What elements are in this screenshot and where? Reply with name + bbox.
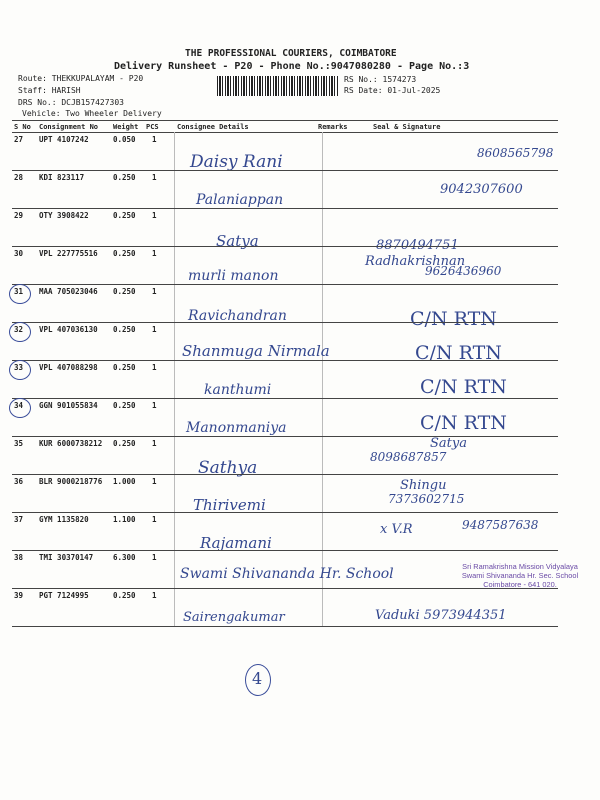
row-sno: 34 [14,401,24,410]
row-divider [12,474,558,475]
company-title: THE PROFESSIONAL COURIERS, COIMBATORE [185,48,397,59]
row-consignee-name: Swami Shivananda Hr. School [180,566,394,582]
row-weight: 0.250 [113,211,136,220]
row-pcs: 1 [152,477,157,486]
row-consignee-name: Daisy Rani [190,152,283,172]
row-consignment-no: MAA 705023046 [39,287,98,296]
row-consignee-name: Shanmuga Nirmala [182,342,330,360]
row-32-circle [9,322,31,342]
row-sno: 30 [14,249,24,258]
drs-number: DRS No.: DCJB157427303 [18,98,124,107]
row-divider [12,246,558,247]
row-pcs: 1 [152,515,157,524]
staff-label: Staff: HARISH [18,86,81,95]
row-divider [12,436,558,437]
row-sno: 35 [14,439,24,448]
row-weight: 0.050 [113,135,136,144]
row-consignee-name: Thirivemi [193,496,266,514]
col-sno: S No [14,123,31,131]
row-signature: Satya [430,436,467,451]
row-pcs: 1 [152,439,157,448]
stamp-line2: Swami Shivananda Hr. Sec. School [461,571,579,580]
row-signature-phone: 9487587638 [462,518,539,532]
runsheet-title: Delivery Runsheet - P20 - Phone No.:9047080280 - Page No.:3 [114,61,470,72]
col-consignee: Consignee Details [177,123,249,131]
row-sno: 37 [14,515,24,524]
row-divider [12,170,558,171]
consignee-divider [174,132,175,627]
row-signature: 8608565798 [477,146,554,160]
barcode-image [217,76,339,96]
page-mark-text: 4 [252,669,263,688]
row-sno: 38 [14,553,24,562]
row-consignee-name: Palaniappan [196,192,284,208]
row-remark: C/N RTN [415,342,502,364]
row-weight: 1.000 [113,477,136,486]
row-sno: 36 [14,477,24,486]
row-weight: 0.250 [113,363,136,372]
row-pcs: 1 [152,363,157,372]
row-signature: Radhakrishnan [365,254,466,269]
row-34-circle [9,398,31,418]
row-consignee-name: Rajamani [200,534,272,552]
row-signature-phone: 8098687857 [370,450,447,464]
row-consignment-no: VPL 407088298 [39,363,98,372]
row-sno: 29 [14,211,24,220]
row-weight: 0.250 [113,287,136,296]
row-weight: 0.250 [113,173,136,182]
route-label: Route: THEKKUPALAYAM - P20 [18,74,144,83]
row-consignee-name: Sairengakumar [183,610,285,625]
row-consignment-no: VPL 407036130 [39,325,98,334]
vehicle-label: Vehicle: Two Wheeler Delivery [22,109,162,118]
header-top-rule [12,120,558,121]
row-divider [12,512,558,513]
rs-number: RS No.: 1574273 [344,75,417,84]
remarks-divider [322,132,323,627]
col-pcs: PCS [146,123,159,131]
row-consignment-no: OTY 3908422 [39,211,89,220]
school-stamp [445,562,595,589]
row-sno: 31 [14,287,24,296]
col-weight: Weight [113,123,139,131]
col-remarks: Remarks [318,123,348,131]
row-weight: 1.100 [113,515,136,524]
row-pcs: 1 [152,401,157,410]
row-weight: 0.250 [113,401,136,410]
row-signature: 8870494751 [376,238,459,253]
row-weight: 0.250 [113,325,136,334]
row-remark: C/N RTN [410,308,497,330]
row-pcs: 1 [152,249,157,258]
row-weight: 0.250 [113,439,136,448]
stamp-line3: Coimbatore - 641 020. [483,580,557,589]
stamp-line1: Sri Ramakrishna Mission Vidyalaya [462,562,578,571]
row-consignment-no: BLR 9000218776 [39,477,103,486]
row-consignment-no: UPT 4107242 [39,135,89,144]
row-consignee-name: Ravichandran [188,308,287,324]
row-sno: 27 [14,135,24,144]
row-signature: 9042307600 [440,182,523,197]
row-pcs: 1 [152,591,157,600]
row-remark: C/N RTN [420,412,507,434]
row-33-circle [9,360,31,380]
header-bottom-rule [12,132,558,133]
row-divider [12,322,558,323]
row-consignment-no: KUR 6000738212 [39,439,103,448]
row-consignment-no: KDI 823117 [39,173,85,182]
row-divider [12,360,558,361]
row-divider [12,284,558,285]
row-consignee-name: kanthumi [204,382,272,398]
row-signature: Shingu [400,478,447,493]
row-consignment-no: GGN 901055834 [39,401,98,410]
row-divider [12,550,558,551]
row-signature-phone: 7373602715 [388,492,465,506]
row-signature: Vaduki 5973944351 [375,608,507,623]
row-pcs: 1 [152,553,157,562]
row-sno: 33 [14,363,24,372]
row-consignment-no: PGT 7124995 [39,591,89,600]
col-consignment: Consignment No [39,123,99,131]
row-weight: 0.250 [113,249,136,258]
row-consignee-name: Satya [216,232,259,250]
row-pcs: 1 [152,325,157,334]
row-consignment-no: GYM 1135820 [39,515,89,524]
row-pcs: 1 [152,135,157,144]
row-31-circle [9,284,31,304]
row-pcs: 1 [152,211,157,220]
row-remark: C/N RTN [420,376,507,398]
row-sno: 28 [14,173,24,182]
row-pcs: 1 [152,287,157,296]
row-pcs: 1 [152,173,157,182]
row-weight: 0.250 [113,591,136,600]
rs-date: RS Date: 01-Jul-2025 [344,86,441,95]
row-consignment-no: VPL 227775516 [39,249,98,258]
row-consignee-name: Manonmaniya [186,420,287,436]
row-divider [12,398,558,399]
row-divider [12,208,558,209]
row-divider [12,626,558,627]
row-consignment-no: TMI 30370147 [39,553,94,562]
row-weight: 6.300 [113,553,136,562]
row-consignee-name: murli manon [188,268,279,284]
row-signature: x V.R [380,522,413,537]
row-signature-phone: 9626436960 [425,264,502,278]
col-seal: Seal & Signature [373,123,441,131]
row-sno: 32 [14,325,24,334]
row-sno: 39 [14,591,24,600]
row-consignee-name: Sathya [198,458,258,478]
